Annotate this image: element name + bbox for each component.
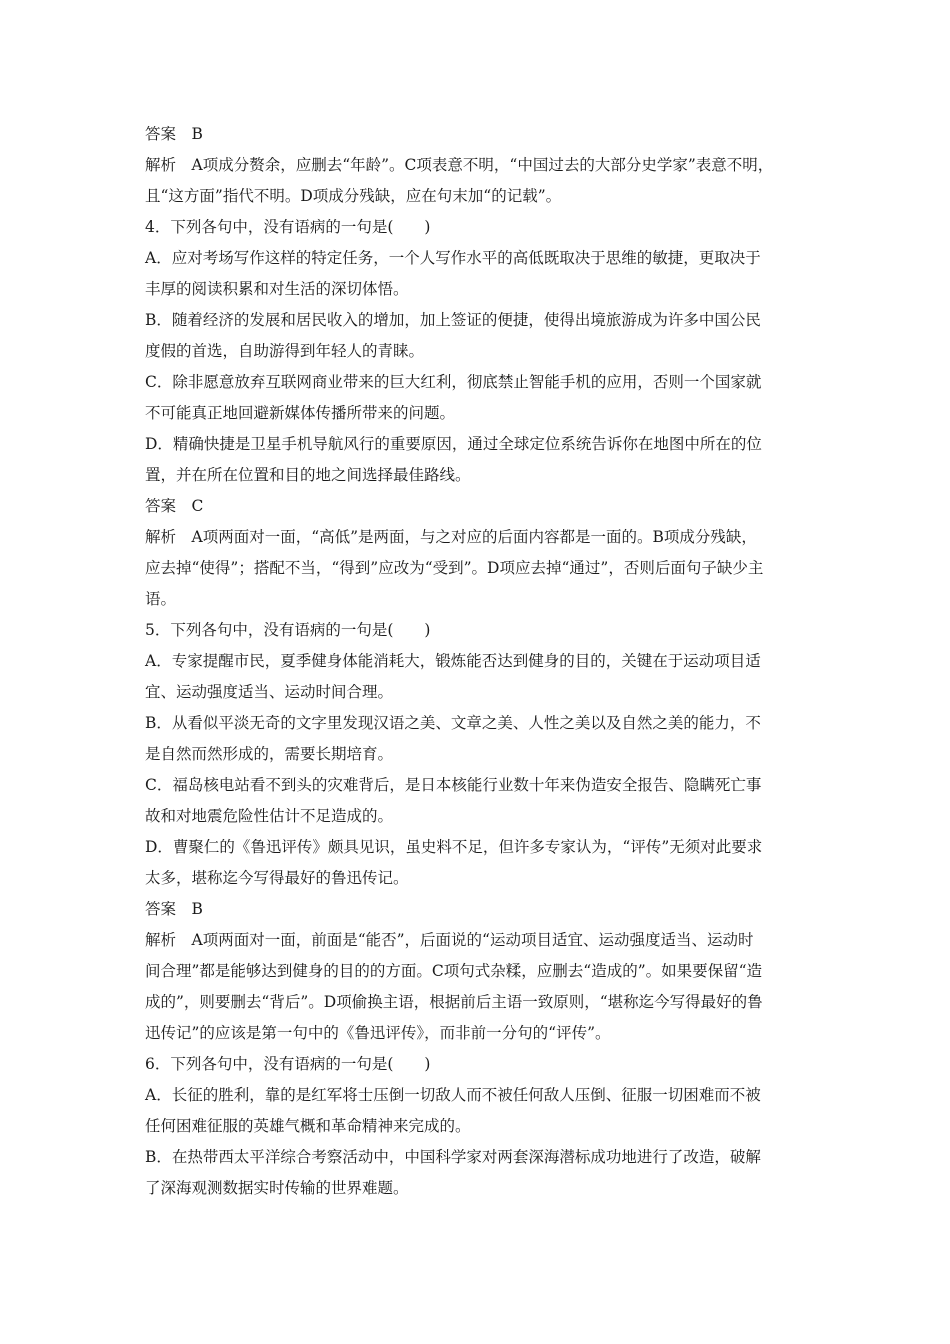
analysis-text: 间合理”都是能够达到健身的目的的方面。C项句式杂糅，应删去“造成的”。如果要保留“造 <box>145 962 763 980</box>
answer-label: 答案 B <box>145 900 203 918</box>
question-stem: 6．下列各句中，没有语病的一句是( ) <box>145 1055 431 1073</box>
option-text: 是自然而然形成的，需要长期培育。 <box>145 745 394 763</box>
option-text: A．应对考场写作这样的特定任务，一个人写作水平的高低既取决于思维的敏捷，更取决于 <box>145 249 761 267</box>
option-text: C．福岛核电站看不到头的灾难背后，是日本核能行业数十年来伪造安全报告、隐瞒死亡事 <box>145 776 762 794</box>
option-text: 了深海观测数据实时传输的世界难题。 <box>145 1179 409 1197</box>
option-text: C．除非愿意放弃互联网商业带来的巨大红利，彻底禁止智能手机的应用，否则一个国家就 <box>145 373 762 391</box>
option-text: B．在热带西太平洋综合考察活动中，中国科学家对两套深海潜标成功地进行了改造，破解 <box>145 1148 761 1166</box>
analysis-text: 解析 A项成分赘余，应删去“年龄”。C项表意不明，“中国过去的大部分史学家”表意不明， <box>145 156 774 174</box>
option-text: B．随着经济的发展和居民收入的增加，加上签证的便捷，使得出境旅游成为许多中国公民 <box>145 311 761 329</box>
option-text: D．曹聚仁的《鲁迅评传》颇具见识，虽史料不足，但许多专家认为，“评传”无须对此要求 <box>145 838 763 856</box>
document-body <box>145 119 815 1204</box>
analysis-text: 解析 A项两面对一面，前面是“能否”，后面说的“运动项目适宜、运动强度适当、运动时 <box>145 931 754 949</box>
option-text: 丰厚的阅读积累和对生活的深切体悟。 <box>145 280 409 298</box>
option-text: D．精确快捷是卫星手机导航风行的重要原因，通过全球定位系统告诉你在地图中所在的位 <box>145 435 762 453</box>
answer-label: 答案 B <box>145 125 203 143</box>
analysis-text: 迅传记”的应该是第一句中的《鲁迅评传》，而非前一分句的“评传”。 <box>145 1024 611 1042</box>
option-text: 不可能真正地回避新媒体传播所带来的问题。 <box>145 404 456 422</box>
question-stem: 4．下列各句中，没有语病的一句是( ) <box>145 218 431 236</box>
option-text: 度假的首选，自助游得到年轻人的青睐。 <box>145 342 425 360</box>
option-text: A．长征的胜利，靠的是红军将士压倒一切敌人而不被任何敌人压倒、征服一切困难而不被 <box>145 1086 761 1104</box>
answer-label: 答案 C <box>145 497 204 515</box>
analysis-text: 解析 A项两面对一面，“高低”是两面，与之对应的后面内容都是一面的。B项成分残缺， <box>145 528 757 546</box>
analysis-text: 成的”，则要删去“背后”。D项偷换主语，根据前后主语一致原则，“堪称迄今写得最好的鲁 <box>145 993 763 1011</box>
option-text: 故和对地震危险性估计不足造成的。 <box>145 807 394 825</box>
option-text: 宜、运动强度适当、运动时间合理。 <box>145 683 394 701</box>
option-text: B．从看似平淡无奇的文字里发现汉语之美、文章之美、人性之美以及自然之美的能力，不 <box>145 714 761 732</box>
option-text: A．专家提醒市民，夏季健身体能消耗大，锻炼能否达到健身的目的，关键在于运动项目适 <box>145 652 761 670</box>
option-text: 太多，堪称迄今写得最好的鲁迅传记。 <box>145 869 409 887</box>
option-text: 置，并在所在位置和目的地之间选择最佳路线。 <box>145 466 471 484</box>
analysis-text: 语。 <box>145 590 177 608</box>
question-stem: 5．下列各句中，没有语病的一句是( ) <box>145 621 431 639</box>
analysis-text: 应去掉“使得”；搭配不当，“得到”应改为“受到”。D项应去掉“通过”，否则后面句子缺少主 <box>145 559 764 577</box>
analysis-text: 且“这方面”指代不明。D项成分残缺，应在句末加“的记载”。 <box>145 187 562 205</box>
option-text: 任何困难征服的英雄气概和革命精神来完成的。 <box>145 1117 471 1135</box>
